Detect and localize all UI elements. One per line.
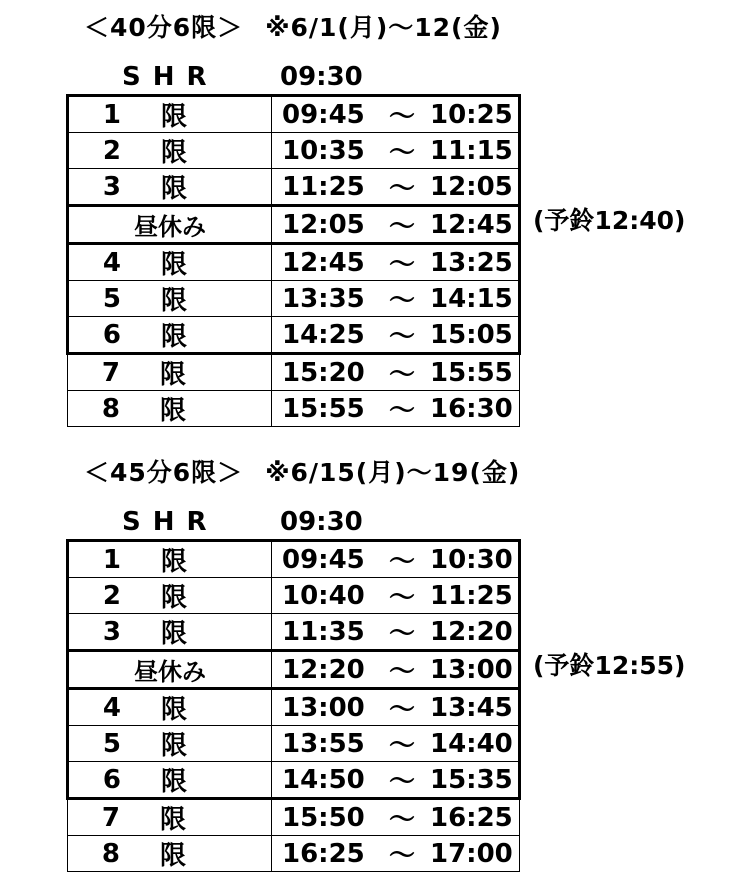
start-time: 14:50	[282, 764, 365, 795]
end-time: 16:30	[430, 393, 513, 424]
period-unit: 限	[161, 619, 188, 649]
table-row	[68, 689, 520, 726]
end-time: 11:15	[430, 135, 513, 166]
end-time: 10:30	[430, 544, 513, 575]
period-unit: 限	[161, 695, 188, 725]
schedule-heading	[84, 453, 520, 489]
range-separator: 〜	[388, 360, 415, 390]
schedule-title: ＜45分6限＞	[84, 458, 244, 487]
table-row	[68, 762, 520, 799]
range-separator: 〜	[388, 731, 415, 761]
bell-note: (予鈴12:40)	[533, 206, 686, 235]
range-separator: 〜	[388, 657, 415, 687]
period-number: 3	[102, 616, 121, 647]
end-time: 12:20	[430, 616, 513, 647]
period-unit: 限	[161, 138, 188, 168]
table-row	[68, 541, 520, 578]
period-number: 7	[101, 802, 120, 833]
period-number: 7	[101, 357, 120, 388]
start-time: 10:40	[282, 580, 365, 611]
range-separator: 〜	[388, 250, 415, 280]
range-separator: 〜	[388, 322, 415, 352]
start-time: 13:55	[282, 728, 365, 759]
end-time: 17:00	[430, 838, 513, 869]
period-unit: 限	[161, 547, 188, 577]
table-row	[68, 354, 520, 391]
range-separator: 〜	[388, 547, 415, 577]
end-time: 14:40	[430, 728, 513, 759]
range-separator: 〜	[388, 767, 415, 797]
shr-time: 09:30	[280, 62, 363, 92]
shr-row	[66, 507, 516, 539]
table-row	[68, 836, 520, 872]
period-table	[66, 94, 521, 427]
table-row	[68, 799, 520, 836]
period-unit: 限	[161, 102, 188, 132]
period-unit: 限	[161, 322, 188, 352]
period-number: 3	[102, 171, 121, 202]
start-time: 14:25	[282, 319, 365, 350]
end-time: 12:45	[430, 209, 513, 240]
start-time: 11:35	[282, 616, 365, 647]
period-number: 2	[102, 580, 121, 611]
period-unit: 限	[161, 583, 188, 613]
range-separator: 〜	[388, 583, 415, 613]
period-unit: 限	[161, 250, 188, 280]
start-time: 13:35	[282, 283, 365, 314]
table-row	[68, 133, 520, 169]
period-number: 6	[102, 319, 121, 350]
table-row	[68, 651, 520, 689]
period-unit: 限	[160, 805, 187, 835]
period-number: 6	[102, 764, 121, 795]
start-time: 09:45	[282, 544, 365, 575]
table-row	[68, 578, 520, 614]
range-separator: 〜	[388, 805, 415, 835]
start-time: 15:20	[282, 357, 365, 388]
end-time: 15:35	[430, 764, 513, 795]
end-time: 13:00	[430, 654, 513, 685]
end-time: 10:25	[430, 99, 513, 130]
period-unit: 限	[161, 731, 188, 761]
table-row	[68, 614, 520, 651]
table-row	[68, 317, 520, 354]
start-time: 12:05	[282, 209, 365, 240]
start-time: 09:45	[282, 99, 365, 130]
range-separator: 〜	[388, 174, 415, 204]
period-unit: 限	[160, 841, 187, 871]
table-row	[68, 96, 520, 133]
period-unit: 限	[161, 174, 188, 204]
table-row	[68, 281, 520, 317]
period-number: 8	[101, 393, 120, 424]
table-row	[68, 244, 520, 281]
table-row	[68, 391, 520, 427]
end-time: 13:45	[430, 692, 513, 723]
start-time: 12:45	[282, 247, 365, 278]
period-number: 4	[102, 247, 121, 278]
range-separator: 〜	[388, 212, 415, 242]
period-number: 2	[102, 135, 121, 166]
range-separator: 〜	[388, 396, 415, 426]
period-unit: 限	[161, 767, 188, 797]
end-time: 13:25	[430, 247, 513, 278]
period-number: 5	[102, 728, 121, 759]
table-row	[68, 726, 520, 762]
end-time: 11:25	[430, 580, 513, 611]
table-row	[68, 206, 520, 244]
lunch-label: 昼休み	[134, 658, 206, 686]
range-separator: 〜	[388, 619, 415, 649]
range-separator: 〜	[388, 138, 415, 168]
start-time: 10:35	[282, 135, 365, 166]
schedule-dates: ※6/1(月)〜12(金)	[265, 13, 502, 42]
period-number: 8	[101, 838, 120, 869]
range-separator: 〜	[388, 102, 415, 132]
start-time: 12:20	[282, 654, 365, 685]
lunch-label: 昼休み	[134, 213, 206, 241]
period-number: 4	[102, 692, 121, 723]
end-time: 14:15	[430, 283, 513, 314]
range-separator: 〜	[388, 841, 415, 871]
start-time: 11:25	[282, 171, 365, 202]
start-time: 13:00	[282, 692, 365, 723]
start-time: 16:25	[282, 838, 365, 869]
bell-note: (予鈴12:55)	[533, 651, 686, 680]
period-unit: 限	[160, 360, 187, 390]
period-unit: 限	[161, 286, 188, 316]
schedule-title: ＜40分6限＞	[84, 13, 244, 42]
period-number: 5	[102, 283, 121, 314]
end-time: 12:05	[430, 171, 513, 202]
shr-label: SHR	[122, 62, 219, 92]
start-time: 15:50	[282, 802, 365, 833]
period-unit: 限	[160, 396, 187, 426]
table-row	[68, 169, 520, 206]
schedule-heading	[84, 8, 502, 44]
period-number: 1	[102, 544, 121, 575]
range-separator: 〜	[388, 695, 415, 725]
end-time: 15:55	[430, 357, 513, 388]
shr-row	[66, 62, 516, 94]
schedule-dates: ※6/15(月)〜19(金)	[265, 458, 521, 487]
shr-time: 09:30	[280, 507, 363, 537]
range-separator: 〜	[388, 286, 415, 316]
period-number: 1	[102, 99, 121, 130]
shr-label: SHR	[122, 507, 219, 537]
end-time: 15:05	[430, 319, 513, 350]
end-time: 16:25	[430, 802, 513, 833]
start-time: 15:55	[282, 393, 365, 424]
period-table	[66, 539, 521, 872]
